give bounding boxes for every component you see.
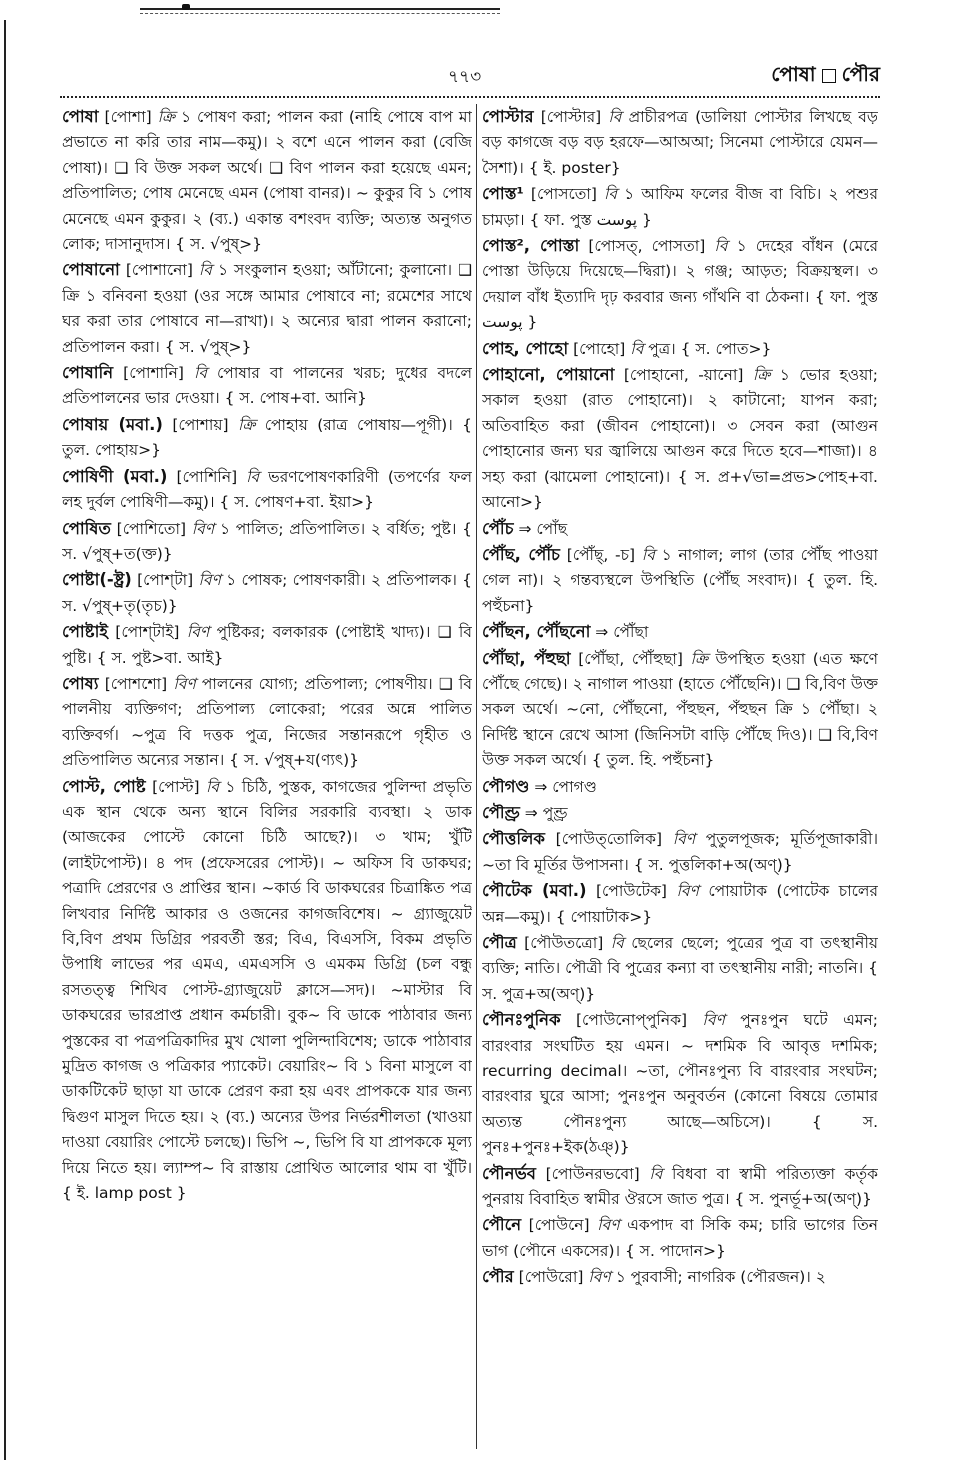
dictionary-entry [62, 464, 472, 516]
dictionary-entry [62, 567, 472, 619]
dictionary-entry [482, 233, 878, 336]
pronunciation: [পৌঁছ্, -চ] [566, 545, 636, 564]
headword: পোষানি [62, 363, 114, 383]
left-column [62, 104, 472, 1459]
dictionary-entry [482, 619, 878, 645]
dictionary-entry [62, 671, 472, 774]
part-of-speech: বিণ [173, 674, 196, 693]
part-of-speech: ক্রি [690, 649, 708, 668]
headword: পোষা [62, 107, 99, 126]
definition: পুতুলপূজক; মূর্তিপূজাকারী। ~তা বি মূর্তির উপাসনা। { স. পুত্তলিকা+অ(অণ্)} [482, 830, 878, 874]
part-of-speech: বিণ [588, 1268, 611, 1287]
part-of-speech: বি [193, 364, 207, 383]
pronunciation: [পোউনে] [528, 1216, 590, 1235]
part-of-speech: বি [604, 185, 618, 204]
definition: ⇒ পোঁছ [518, 519, 568, 538]
pronunciation: [পোশিতো] [116, 519, 186, 538]
headword: পৌঁছ, পৌঁচ [482, 544, 560, 564]
dictionary-entry [482, 336, 878, 362]
part-of-speech: বি [608, 108, 622, 126]
part-of-speech: বিণ [597, 1216, 620, 1235]
dictionary-entry [62, 257, 472, 360]
pronunciation: [পোশানি] [123, 364, 184, 383]
headword: পোষানো [62, 260, 120, 280]
definition: ১ দেহের বাঁধন (মেরে পোস্তা উড়িয়ে দিয়েছে—দ্বিরা)। ২ গঞ্জ; আড়ত; বিক্রয়স্থল। ৩ দেয়াল বাঁধ ইত্যাদি দৃঢ় করবার জন্য গাঁথনি বা ঠেকনা। { ফা. পুস্ত پوست } [482, 237, 878, 332]
definition: ১ আফিম ফলের বীজ বা বিচি। ২ পশুর চামড়া। { ফা. পুস্ত پوست } [482, 185, 878, 229]
pronunciation: [পৌউতত্রো] [524, 934, 604, 952]
headword: পৌঁছন, পৌঁছনো [482, 622, 591, 642]
headword: পোষ্য [62, 673, 99, 693]
headword: পোষ্টা(-ষ্ট্র) [62, 570, 132, 590]
dictionary-entry [62, 104, 472, 257]
part-of-speech: বিণ [191, 519, 215, 538]
headword: পৌটেক (মবা.) [482, 881, 587, 901]
definition: পোয়াটাক (পোটেক চালের অন্ন—কমু)। { পোয়াটাক>} [482, 882, 878, 926]
pronunciation: [পোউনোপ্‌পুনিক] [575, 1011, 688, 1030]
dictionary-entry [482, 826, 878, 878]
headword: পোস্ত¹ [482, 184, 524, 204]
dictionary-entry [482, 1212, 878, 1264]
column-divider [476, 104, 477, 1449]
dictionary-entry [482, 774, 878, 800]
pronunciation: [পোস্টার] [540, 108, 602, 126]
headword: পোষিত [62, 518, 111, 538]
definition: ১ ভোর হওয়া; সকাল হওয়া (রাত পোহানো)। ২ কাটানো; যাপন করা; অতিবাহিত করা (জীবন পোহানো)। ৩ সেবন করা (আগুন পোহানোর জন্য ঘর জ্বালিয়ে আগুন করে দিতে হবে—শাজা)। ৪ সহ্য করা (ঝামেলা পোহানো)। { স. প্র+√ভা=প্রভ>পোহ+বা. আনো>} [482, 366, 878, 512]
pronunciation: [পোসতো] [530, 185, 597, 204]
headword: পোষায় (মবা.) [62, 414, 163, 434]
definition: ১ নাগাল; লাগ (তার পৌঁছ পাওয়া গেল না)। ২ গন্তব্যস্থলে উপস্থিতি (পৌঁছ সংবাদ)। { তুল. হি. পহুঁচনা} [482, 545, 878, 615]
definition: ১ পোষণ করা; পালন করা (নাহি পোষে বাপ মা প্রভাতে না করি তার নাম—কমু)। ২ বশে এনে পালন করা (বেজি পোষা)। ❑ বি উক্ত সকল অর্থে। ❑ বিণ পালন করা হয়েছে এমন; প্রতিপালিত; পোষ মেনেছে এমন (পোষা বানর)। ~ কুকুর বি ১ পোষ মেনেছে এমন কুকুর। ২ (ব্য.) একান্ত বশংবদ ব্যক্তি; অত্যন্ত অনুগত লোক; দাসানুদাস। { স. √পুষ্>} [62, 108, 472, 254]
dictionary-entry [482, 878, 878, 930]
part-of-speech: বিণ [186, 623, 210, 642]
headword: পৌনর্ভব [482, 1163, 536, 1183]
guide-word-first: পোষা [771, 62, 816, 86]
dictionary-entry [62, 619, 472, 671]
headword: পোষিণী (মবা.) [62, 466, 168, 486]
headword: পৌঁছা, পঁহুছা [482, 648, 571, 668]
headword: পৌনে [482, 1215, 522, 1235]
dictionary-entry [62, 360, 472, 412]
pronunciation: [পোশশো] [104, 674, 168, 693]
pronunciation: [পোহো] [573, 339, 626, 358]
headword: পোহ, পোহো [482, 338, 569, 358]
pronunciation: [পোশায়] [172, 415, 229, 434]
headword: পৌণ্ড্র [482, 802, 520, 822]
scan-artifact-dot [182, 4, 190, 10]
headword: পোস্ত², পোস্তা [482, 236, 580, 256]
dictionary-entry [482, 362, 878, 515]
part-of-speech: বি [649, 1164, 663, 1183]
headword: পোস্টার [482, 107, 534, 126]
guide-separator-box [822, 69, 836, 83]
definition: ⇒ পৌঁছা [595, 623, 649, 642]
headword: পৌনঃপুনিক [482, 1010, 561, 1030]
part-of-speech: বি [714, 237, 728, 256]
pronunciation: [পোশানো] [125, 261, 193, 280]
definition: ⇒ পোগণ্ড [534, 777, 597, 796]
pronunciation: [পোউটেক] [595, 882, 667, 901]
page-number: ৭৭৩ [448, 67, 482, 87]
definition: ১ পুরবাসী; নাগরিক (পৌরজন)। ২ [615, 1268, 826, 1287]
definition: বিধবা বা স্বামী পরিত্যক্তা কর্তৃক পুনরায় বিবাহিত স্বামীর ঔরসে জাত পুত্র। { স. পুনর্ভূ+অ(অণ্)} [482, 1164, 878, 1209]
dictionary-entry [482, 930, 878, 1007]
pronunciation: [পোউত্‌তোলিক] [555, 830, 663, 849]
part-of-speech: বি [205, 777, 220, 796]
dictionary-entry [62, 516, 472, 568]
definition: ভরণপোষণকারিণী (তপর্ণের ফল লহ দুর্বল পোষিণী—কমু)। { স. পোষণ+বা. ইয়া>} [62, 467, 472, 512]
pronunciation: [পোহানো, -য়ানো] [623, 366, 744, 385]
dictionary-entry [482, 800, 878, 826]
dictionary-entry [62, 412, 472, 464]
definition: পুনঃপুন ঘটে এমন; বারংবার সংঘটিত হয় এমন। ~ দশমিক বি আবৃত্ত দশমিক; recurring decimal। ~তা, পৌনঃপুন্য বি বারংবার সংঘটন; বারংবার ঘুরে আসা; পুনঃপুন অনুবর্তন (কোনো বিষয়ে তোমার অত্যন্ত পৌনঃপুন্য আছে—অচিসে)। { স. পুনঃ+পুনঃ+ইক(ঠঞ্)} [482, 1011, 878, 1157]
definition: পুত্র। { স. পোত>} [648, 339, 772, 358]
definition: ১ সংকুলান হওয়া; আঁটানো; কুলানো। ❑ ক্রি ১ বনিবনা হওয়া (ওর সঙ্গে আমার পোষাবে না; রমেশের সাথে ঘর করা তার পোষাবে না—রাখা)। ২ অন্যের দ্বারা পালন করানো; প্রতিপালন করা। { স. √পুষ্>} [62, 261, 472, 356]
part-of-speech: বি [246, 467, 260, 486]
page-header [40, 58, 880, 88]
headword: পৌত্র [482, 933, 517, 952]
part-of-speech: বি [198, 261, 212, 280]
guide-word-last: পৌর [841, 62, 880, 86]
headword: পৌঁচ [482, 518, 514, 538]
definition: ১ পালিত; প্রতিপালিত। ২ বর্ধিত; পুষ্ট। { স. √পুষ্+ত(ক্ত)} [62, 519, 472, 563]
pronunciation: [পৌঁছা, পৌঁহুছা] [578, 649, 683, 668]
dictionary-entry [482, 516, 878, 542]
part-of-speech: বিণ [702, 1011, 725, 1030]
definition: পালনের যোগ্য; প্রতিপাল্য; পোষণীয়। ❑ বি পালনীয় ব্যক্তিগণ; প্রতিপাল্য লোকেরা; পরের অন্নে পালিত ব্যক্তিবর্গ। ~পুত্র বি দত্তক পুত্র, নিজের সন্তানরূপে গৃহীত ও প্রতিপালিত অন্যের সন্তান। { স. √পুষ্+য(ণ্যৎ)} [62, 674, 472, 770]
pronunciation: [পোসত্, পোসতা] [588, 237, 706, 256]
part-of-speech: বি [641, 545, 655, 564]
pronunciation: [পোশ্টা] [137, 571, 194, 590]
part-of-speech: বি [610, 934, 624, 952]
headword: পোষ্টাই [62, 622, 108, 642]
definition: প্রাচীরপত্র (ডালিয়া পোস্টার লিখছে বড় বড় কাগজে বড় বড় হরফে—আঅআ; সিনেমা পোস্টারে যেমন—সৈশা)। { ই. poster} [482, 108, 878, 177]
definition: উপস্থিত হওয়া (এত ক্ষণে পৌঁছে গেছে)। ২ নাগাল পাওয়া (হাতে পৌঁছেনি)। ❑ বি,বিণ উক্ত সকল অর্থে। ~নো, পৌঁছনো, পঁহুছন, পঁহুছন ক্রি ১ পৌঁছা। ২ নির্দিষ্ট স্থানে রেখে আসা (জিনিসটা বাড়ি পৌঁছে দিও)। ❑ বি,বিণ উক্ত সকল অর্থে। { তুল. হি. পহুঁচনা} [482, 649, 878, 770]
dictionary-entry [482, 181, 878, 233]
dictionary-entry [482, 104, 878, 181]
header-rule [60, 96, 880, 101]
definition: ⇒ পুণ্ড্র [524, 803, 568, 822]
definition: ১ চিঠি, পুস্তক, কাগজের পুলিন্দা প্রভৃতি এক স্থান থেকে অন্য স্থানে বিলির সরকারি ব্যবস্থা। ২ ডাক (আজকের পোস্টে কোনো চিঠি আছে?)। ৩ খাম; খুঁটি (লাইটপোস্ট)। ৪ পদ (প্রফেসরের পোস্ট)। ~ অফিস বি ডাকঘর; পত্রাদি প্রেরণের ও প্রাপ্তির স্থান। ~কার্ড বি ডাকঘরের চিত্রাঙ্কিত পত্র লিখবার নির্দিষ্ট আকার ও ওজনের কাগজবিশেষ। ~ গ্র্যাজুয়েট বি,বিণ প্রথম ডিগ্রির পরবর্তী স্তর; বিএ, বিএসসি, বিকম প্রভৃতি উপাধি লাভের পর এমএ, এমএসসি ও এমকম ডিগ্রি (চল বন্ধু রসতত্ত্ব শিখিব পোস্ট-গ্র্যাজুয়েট ক্লাসে—সদ)। ~মাস্টার বি ডাকঘরের ভারপ্রাপ্ত প্রধান কর্মচারী। বুক~ বি ডাকে পাঠাবার জন্য পুস্তকের বা পত্রপত্রিকাদির মুখ খোলা পুলিন্দাবিশেষ; ডাকে পাঠাবার মুদ্রিত কাগজ ও পত্রিকার প্যাকেট। বেয়ারিং~ বি ১ বিনা মাসুলে বা ডাকটিকেট ছাড়া যা ডাকে প্রেরণ করা হয় এবং প্রাপককে যার জন্য দ্বিগুণ মাসুল দিতে হয়। ২ (ব্য.) অন্যের উপর নির্ভরশীলতা (খাওয়া দাওয়া বেয়ারিং পোস্টে চলছে)। ভিপি ~, ভিপি বি যা প্রাপককে মূল্য দিয়ে নিতে হয়। ল্যাম্প~ বি রাস্তায় প্রোথিত আলোর থাম বা খুঁটি। { ই. lamp post } [62, 777, 472, 1203]
part-of-speech: বি [630, 339, 644, 358]
pronunciation: [পোশ্টাই] [115, 623, 180, 642]
definition: পুষ্টিকর; বলকারক (পোষ্টাই খাদ্য)। ❑ বি পুষ্টি। { স. পুষ্ট>বা. আই} [62, 623, 472, 667]
part-of-speech: ক্রি [157, 108, 176, 126]
part-of-speech: বিণ [198, 571, 221, 590]
definition: ছেলের ছেলে; পুত্রের পুত্র বা তৎস্থানীয় ব্যক্তি; নাতি। পৌত্রী বি পুত্রের কন্যা বা তৎস্থানীয় নারী; নাতনি। { স. পুত্র+অ(অণ্)} [482, 934, 878, 1003]
dictionary-entry [482, 542, 878, 619]
headword: পৌগণ্ড [482, 776, 530, 796]
guide-words [771, 60, 880, 93]
definition: পোষার বা পালনের খরচ; দুধের বদলে প্রতিপালনের ভার দেওয়া। { স. পোষ+বা. আনি} [62, 364, 472, 408]
pronunciation: [পোশিনি] [176, 467, 238, 486]
part-of-speech: বিণ [676, 882, 699, 901]
pronunciation: [পোউরো] [518, 1268, 584, 1287]
headword: পৌর [482, 1267, 514, 1287]
part-of-speech: ক্রি [237, 415, 256, 434]
definition: ১ পোষক; পোষণকারী। ২ প্রতিপালক। { স. √পুষ্+তৃ(তৃচ)} [62, 571, 472, 615]
pronunciation: [পোস্ট] [152, 777, 200, 796]
dictionary-entry [62, 774, 472, 1207]
headword: পোস্ট, পোষ্ট [62, 776, 146, 796]
dictionary-entry [482, 1264, 878, 1290]
part-of-speech: বিণ [672, 830, 696, 849]
page-edge-line [4, 20, 6, 1460]
headword: পোহানো, পোয়ানো [482, 365, 615, 385]
dictionary-entry [482, 646, 878, 774]
headword: পৌত্তলিক [482, 829, 545, 849]
pronunciation: [পোশা] [104, 108, 152, 126]
definition: একপাদ বা সিকি কম; চারি ভাগের তিন ভাগ (পৌনে একসের)। { স. পাদোন>} [482, 1216, 878, 1260]
scan-artifact-line [140, 8, 500, 14]
dictionary-entry [482, 1161, 878, 1213]
right-column [482, 104, 878, 1459]
part-of-speech: ক্রি [752, 366, 771, 385]
pronunciation: [পোউনরভবো] [545, 1164, 640, 1183]
dictionary-entry [482, 1007, 878, 1160]
definition: পোহায় (রাত্র পোষায়—পূগী)। { তুল. পোহায়>} [62, 415, 472, 460]
